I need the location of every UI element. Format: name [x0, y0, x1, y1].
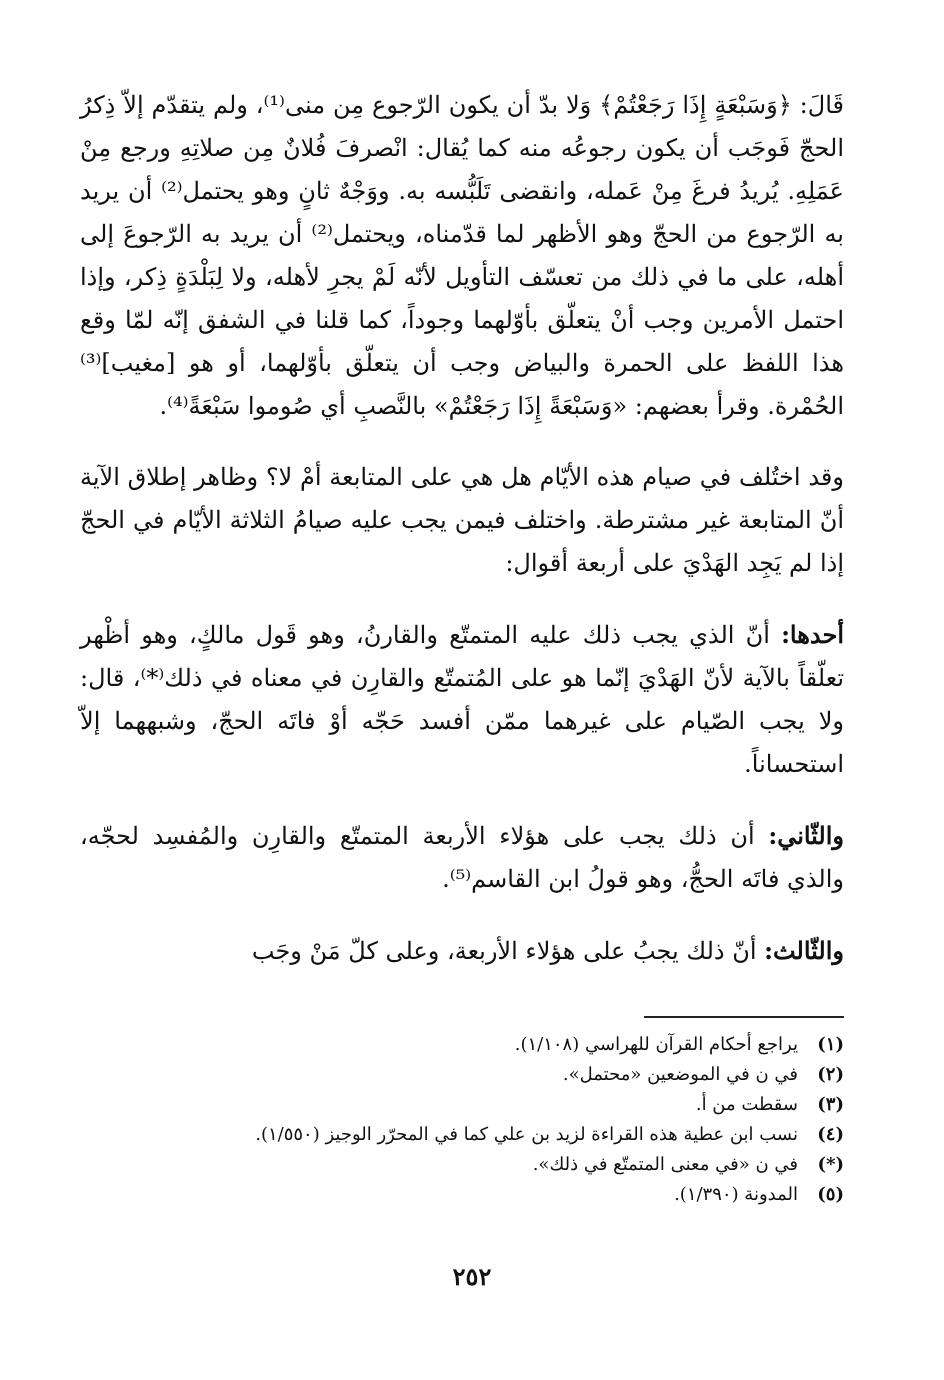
- footnote-number: (٤): [817, 1124, 844, 1145]
- footnote-text: سقطت من أ.: [695, 1094, 798, 1115]
- footnote-number: (*): [817, 1154, 844, 1175]
- paragraph-5-text: أنّ ذلك يجبُ على هؤلاء الأربعة، وعلى كلّ مَنْ وجَب: [251, 937, 765, 965]
- main-text: [80, 84, 844, 1001]
- footnote-number: (١): [817, 1034, 844, 1055]
- paragraph-4-text: أن ذلك يجب على هؤلاء الأربعة المتمتّع والقارِن والمُفسِد لحجّه، والذي فاتَه الحجُّ، وهو قولُ ابن القاسم⁽⁵⁾.: [80, 822, 844, 893]
- page-number: ٢٥٢: [452, 1262, 492, 1291]
- footnote-text: في ن «في معنى المتمتّع في ذلك».: [532, 1154, 798, 1175]
- paragraph-2-text: وقد اختُلف في صيام هذه الأيّام هل هي على المتابعة أمْ لا؟ وظاهر إطلاق الآية أنّ المتابعة غير مشترطة. واختلف فيمن يجب عليه صيامُ الثلاثة الأيّام في الحجّ إذا لم يَجِد الهَدْيَ على أربعة أقوال:: [80, 463, 844, 577]
- paragraph-1-text: قَالَ: ﴿وَسَبْعَةٍ إِذَا رَجَعْتُمْ﴾ وَلا بدّ أن يكون الرّجوع مِن منى⁽¹⁾، ولم يتقدّم إلاّ ذِكرُ الحجّ فَوجَب أن يكون رجوعُه منه كما يُقال: انْصرفَ فُلانٌ مِن صلاتِهِ ورجع مِنْ عَمَلِهِ. يُريدُ فرغَ مِنْ عَمله، وانقضى تَلَبُّسه به. ووَجْهٌ ثانٍ وهو يحتمل⁽²⁾ أن يريد به الرّجوع من الحجّ وهو الأظهر لما قدّمناه، ويحتمل⁽²⁾ أن يريد به الرّجوعَ إلى أهله، على ما في ذلك من تعسّف التأويل لأنّه لَمْ يجرِ لأهله، ولا لِبَلْدَةٍ ذِكر، وإذا احتمل الأمرين وجب أنْ يتعلّق بأوّلهما وجوداً، كما قلنا في الشفق إنّه لمّا وقع هذا اللفظ على الحمرة والبياض وجب أن يتعلّق بأوّلهما، أو هو [مغيب]⁽³⁾ الحُمْرة. وقرأ بعضهم: «وَسَبْعَةً إِذَا رَجَعْتُمْ» بالنَّصبِ أي صُوموا سَبْعَةً⁽⁴⁾.: [80, 91, 844, 420]
- footnote-text: يراجع أحكام القرآن للهراسي (١/١٠٨).: [514, 1034, 798, 1055]
- footnote-number: (٥): [817, 1184, 844, 1205]
- footnote-text: في ن في الموضعين «محتمل».: [562, 1064, 798, 1085]
- footnote-item: [80, 1090, 844, 1120]
- footnote-number: (٢): [817, 1064, 844, 1085]
- footnote-item: [80, 1060, 844, 1090]
- paragraph-3: [80, 613, 844, 786]
- footnote-number: (٣): [817, 1094, 844, 1115]
- footnote-text: نسب ابن عطية هذه القراءة لزيد بن علي كما في المحرّر الوجيز (١/٥٥٠).: [255, 1124, 798, 1145]
- paragraph-1: [80, 84, 844, 428]
- footnotes: [80, 1030, 844, 1210]
- paragraph-2: [80, 456, 844, 585]
- footnote-item: [80, 1180, 844, 1210]
- paragraph-3-lead: أحدها:: [781, 620, 844, 649]
- paragraph-3-text: أنّ الذي يجب ذلك عليه المتمتّع والقارنُ، وهو قَول مالكٍ، وهو أظْهر تعلّقاً بالآية لأنّ الهَدْيَ إنّما هو على المُتمتّع والقارِن في معناه في ذلك⁽*⁾، قال: ولا يجب الصّيام على غيرهما ممّن أفسد حَجّه أوْ فاتَه الحجّ، وشبههما إلاّ استحساناً.: [80, 621, 844, 778]
- footnote-divider: [644, 1016, 844, 1018]
- footnote-item: [80, 1120, 844, 1150]
- footnote-item: [80, 1030, 844, 1060]
- paragraph-5: [80, 929, 844, 973]
- paragraph-5-lead: والثّالث:: [764, 936, 844, 965]
- paragraph-4: [80, 814, 844, 901]
- footnote-item: [80, 1150, 844, 1180]
- paragraph-4-lead: والثّاني:: [768, 821, 844, 850]
- footnote-text: المدونة (١/٣٩٠).: [674, 1184, 798, 1205]
